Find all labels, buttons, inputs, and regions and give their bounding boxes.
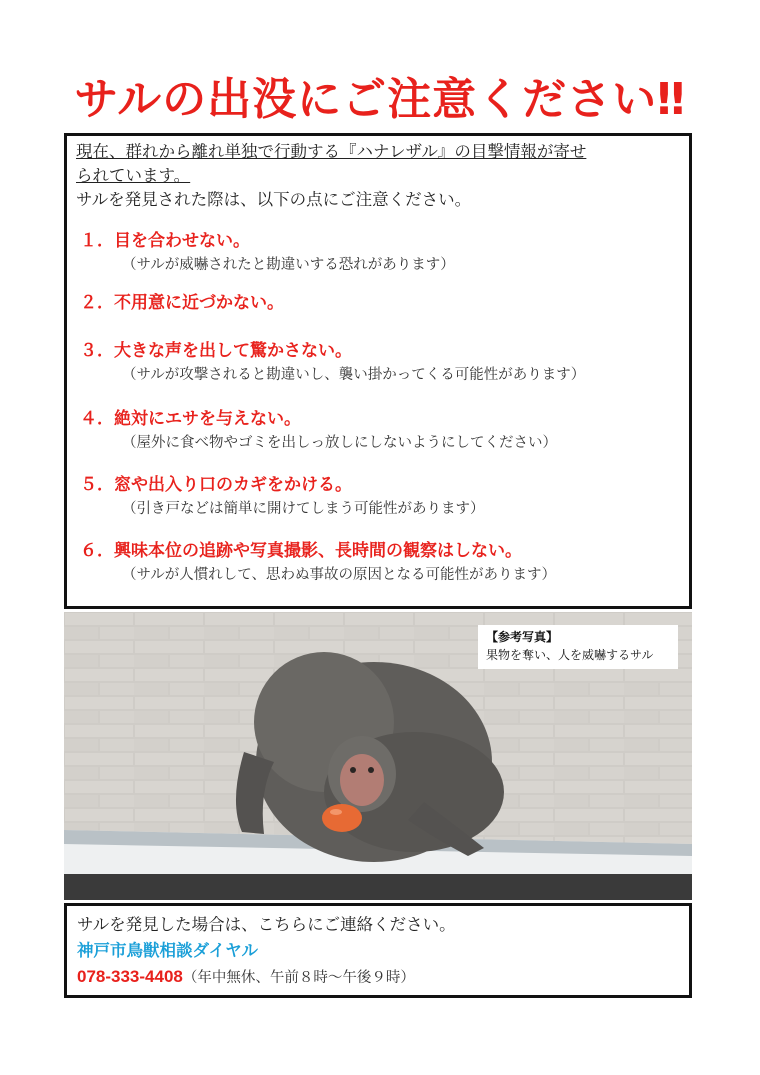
phone-number[interactable]: 078-333-4408 — [77, 967, 183, 986]
rule-heading: ４．絶対にエサを与えない。 — [80, 409, 301, 429]
intro-line-1: 現在、群れから離れ単独で行動する『ハナレザル』の目撃情報が寄せ — [76, 142, 587, 161]
intro-text — [76, 140, 679, 212]
contact-organization: 神戸市鳥獣相談ダイヤル — [77, 941, 259, 960]
page-title: サルの出没にご注意ください‼ — [74, 74, 686, 125]
intro-line-3: サルを発見された際は、以下の点にご注意ください。 — [76, 190, 472, 209]
rule-item — [76, 472, 679, 520]
rule-note: （サルが攻撃されると勘違いし、襲い掛かってくる可能性があります） — [122, 367, 586, 383]
rule-item — [76, 338, 679, 386]
caption-text: 果物を奪い、人を威嚇するサル — [486, 648, 654, 662]
contact-box — [64, 903, 692, 998]
caption-title: 【参考写真】 — [486, 630, 559, 644]
rule-heading: ５．窓や出入り口のカギをかける。 — [80, 475, 352, 495]
rule-item — [76, 228, 679, 276]
rule-item — [76, 538, 679, 586]
rule-heading: ３．大きな声を出して驚かさない。 — [80, 341, 352, 361]
rule-note: （屋外に食べ物やゴミを出しっ放しにしないようにしてください） — [122, 435, 557, 451]
rule-item — [76, 406, 679, 454]
rule-heading: ２．不用意に近づかない。 — [80, 293, 284, 313]
rule-heading: １．目を合わせない。 — [80, 231, 250, 251]
rule-note: （サルが人慣れして、思わぬ事故の原因となる可能性があります） — [122, 567, 556, 583]
notice-box — [64, 133, 692, 609]
rule-heading: ６．興味本位の追跡や写真撮影、長時間の観察はしない。 — [80, 541, 522, 561]
rule-note: （サルが威嚇されたと勘違いする恐れがあります） — [122, 257, 455, 273]
rule-note: （引き戸などは簡単に開けてしまう可能性があります） — [122, 501, 485, 517]
service-hours: （年中無休、午前８時～午後９時） — [182, 970, 415, 986]
contact-lead: サルを発見した場合は、こちらにご連絡ください。 — [77, 915, 456, 934]
contact-phone-line — [77, 964, 679, 991]
rule-item — [76, 290, 679, 316]
intro-line-2: られています。 — [76, 166, 191, 185]
photo-caption — [478, 625, 678, 669]
